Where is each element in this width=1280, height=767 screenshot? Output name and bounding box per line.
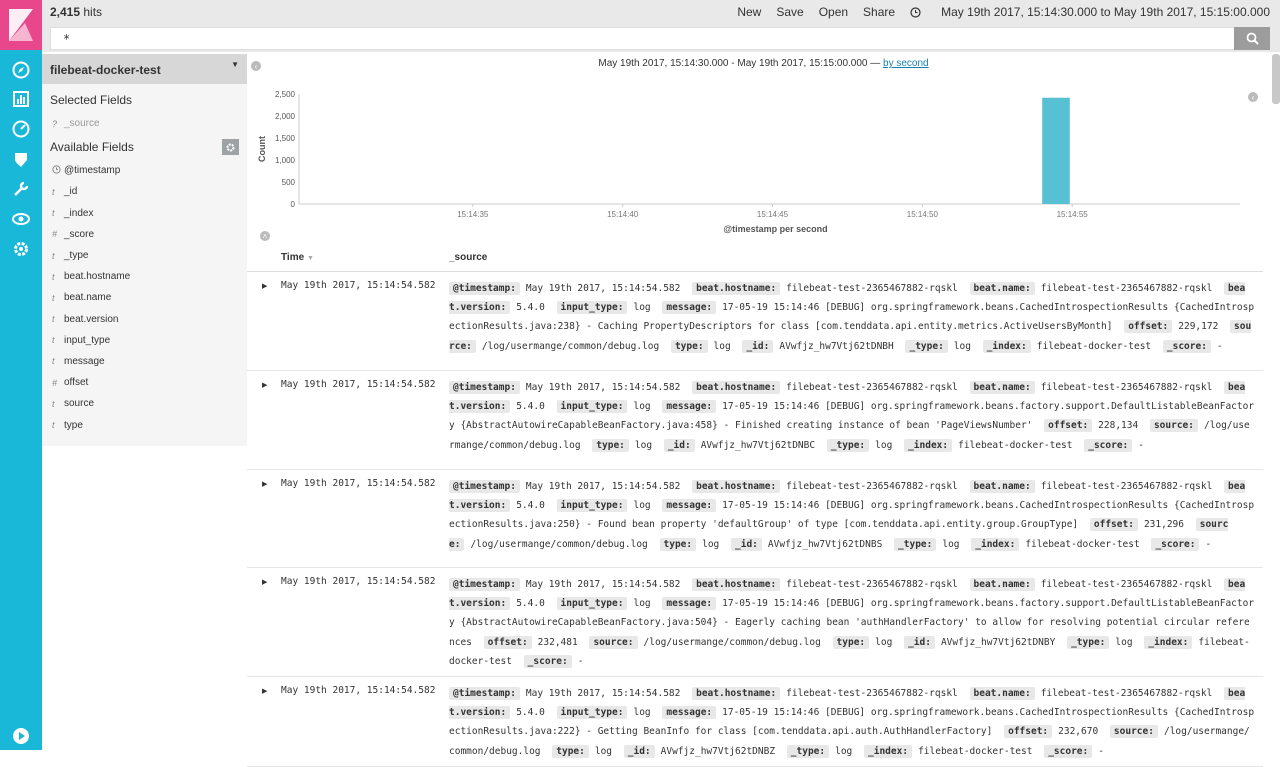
field-value: - — [1138, 439, 1145, 451]
field-value: 17-05-19 15:14:46 [DEBUG] org.springframework.beans.CachedIntrospectionResults {CachedIntrospectionResults.java:238} - Caching PropertyDescriptors for class [com.tenddata.api.entity.metrics.ActiveUsersByMonth] — [449, 302, 1255, 333]
field-value: filebeat-test-2365467882-rqskl — [1040, 283, 1213, 294]
field-key: _id: — [742, 340, 773, 353]
new-button[interactable]: New — [737, 5, 762, 19]
available-fields-list — [42, 160, 247, 435]
field-value: 17-05-19 15:14:46 [DEBUG] org.springframework.beans.CachedIntrospectionResults {CachedIntrospectionResults.java:250} - Found bean property 'defaultGroup' of type [com.tenddata.api.entity.group.GroupType] — [449, 500, 1255, 531]
field-value: filebeat-docker-test — [918, 745, 1033, 757]
expand-caret-icon[interactable]: ▶ — [262, 688, 268, 695]
field-name: beat.name — [64, 292, 112, 304]
field-key: input_type: — [557, 499, 628, 512]
field-key: beat.version: — [449, 283, 1246, 314]
row-source — [449, 477, 1255, 554]
field-key: offset: — [1090, 518, 1138, 531]
x-tick-label: 15:14:45 — [756, 210, 789, 219]
field-key: offset: — [1004, 725, 1052, 738]
field-value: /log/usermange/common/debug.log — [470, 538, 648, 550]
row-source — [449, 684, 1255, 761]
field-key: _score: — [1151, 538, 1199, 551]
kibana-logo[interactable] — [0, 0, 42, 50]
field-value: log — [713, 340, 731, 352]
field-type-icon: t — [52, 314, 55, 325]
histogram-chart — [247, 54, 1280, 244]
field-value: filebeat-docker-test — [449, 636, 1250, 667]
top-menu — [722, 5, 1270, 19]
timelion-shield-icon[interactable] — [11, 149, 31, 169]
field-value: /log/usermange/common/debug.log — [449, 420, 1250, 451]
field-key: type: — [833, 636, 870, 649]
table-row[interactable] — [247, 470, 1263, 568]
table-row[interactable] — [247, 371, 1263, 470]
field-value: filebeat-test-2365467882-rqskl — [1040, 688, 1213, 699]
save-button[interactable]: Save — [776, 5, 804, 19]
field-value: filebeat-test-2365467882-rqskl — [786, 283, 958, 294]
field-item[interactable] — [42, 309, 247, 330]
field-key: source: — [589, 636, 637, 649]
y-tick-label: 0 — [290, 200, 295, 209]
field-key: message: — [662, 400, 716, 413]
field-value: 5.4.0 — [516, 500, 545, 512]
field-value: log — [942, 538, 960, 550]
field-key: type: — [660, 538, 697, 551]
field-value: filebeat-test-2365467882-rqskl — [1040, 382, 1213, 393]
time-column-header[interactable]: Time ▼ — [281, 252, 314, 263]
field-item[interactable] — [42, 160, 247, 181]
field-item[interactable] — [42, 330, 247, 351]
field-value: filebeat-docker-test — [1025, 538, 1140, 550]
field-value: log — [835, 745, 853, 757]
field-item[interactable] — [42, 351, 247, 372]
field-key: input_type: — [557, 400, 628, 413]
share-button[interactable]: Share — [863, 5, 896, 19]
field-key: _index: — [904, 439, 952, 452]
row-source — [449, 575, 1255, 671]
app-nav — [0, 0, 42, 750]
time-picker[interactable] — [910, 5, 1270, 19]
row-source — [449, 279, 1255, 356]
field-value: May 19th 2017, 15:14:54.582 — [525, 283, 681, 294]
field-type-icon: t — [52, 292, 55, 303]
histogram-svg — [247, 54, 1247, 239]
x-tick-label: 15:14:55 — [1056, 210, 1088, 219]
field-value: /log/usermange/common/debug.log — [449, 726, 1250, 757]
field-key: beat.hostname: — [692, 687, 780, 700]
expand-caret-icon[interactable]: ▶ — [262, 579, 268, 586]
row-time: May 19th 2017, 15:14:54.582 — [281, 576, 436, 587]
field-value: AVwfjz_hw7Vtj62tDNBS — [767, 538, 883, 550]
field-key: beat.name: — [970, 282, 1035, 295]
field-value: filebeat-test-2365467882-rqskl — [786, 382, 958, 393]
field-name: _id — [64, 186, 78, 198]
toggle-chart-icon[interactable]: ‹ — [1248, 92, 1258, 102]
field-value: log — [1115, 636, 1133, 648]
field-value: 17-05-19 15:14:46 [DEBUG] org.springframework.beans.factory.support.DefaultListableBeanFactory {AbstractAutowireCapableBeanFactory.java:504} - Eagerly caching bean 'authHandlerFactory' to allow for resolving potential circular references — [449, 598, 1255, 648]
field-value: log — [702, 538, 720, 550]
field-key: input_type: — [557, 597, 628, 610]
field-name: _source — [64, 118, 100, 130]
field-name: offset — [64, 377, 89, 389]
open-button[interactable]: Open — [818, 5, 849, 19]
field-key: beat.name: — [970, 578, 1035, 591]
y-tick-label: 2,000 — [274, 112, 295, 121]
search-input[interactable]: * — [50, 27, 1235, 50]
field-key: source: — [449, 519, 1229, 550]
field-key: _type: — [905, 340, 947, 353]
field-key: _type: — [1067, 636, 1109, 649]
field-type-icon: # — [52, 377, 58, 388]
field-value: log — [633, 302, 651, 314]
field-value: - — [577, 655, 584, 667]
y-tick-label: 2,500 — [274, 90, 295, 99]
field-value: filebeat-test-2365467882-rqskl — [786, 688, 958, 699]
field-value: 232,670 — [1058, 726, 1099, 738]
available-fields-label: Available Fields — [50, 140, 134, 155]
field-value: log — [633, 598, 651, 610]
field-key: source: — [1150, 419, 1198, 432]
field-type-icon: # — [52, 229, 58, 240]
row-time: May 19th 2017, 15:14:54.582 — [281, 280, 436, 291]
field-key: _score: — [524, 655, 572, 668]
expand-caret-icon[interactable]: ▶ — [262, 481, 268, 488]
field-value: May 19th 2017, 15:14:54.582 — [525, 688, 681, 699]
table-row[interactable] — [247, 568, 1263, 677]
field-key: _type: — [827, 439, 869, 452]
field-item[interactable] — [42, 414, 247, 435]
field-key: _score: — [1084, 439, 1132, 452]
field-key: _index: — [971, 538, 1019, 551]
field-name: _index — [64, 207, 94, 219]
field-key: type: — [552, 745, 589, 758]
field-key: _index: — [1144, 636, 1192, 649]
field-name: beat.hostname — [64, 271, 131, 283]
field-value: AVwfjz_hw7Vtj62tDNBH — [779, 340, 894, 352]
field-item[interactable] — [42, 393, 247, 414]
field-value: - — [1098, 745, 1104, 757]
field-key: beat.name: — [970, 381, 1035, 394]
table-row[interactable] — [247, 272, 1263, 371]
field-value: 232,481 — [537, 636, 578, 648]
field-name: _type — [64, 250, 89, 262]
field-key: beat.hostname: — [692, 480, 780, 493]
field-key: @timestamp: — [449, 282, 520, 295]
field-name: @timestamp — [64, 165, 121, 177]
collapse-sidebar-icon[interactable]: ‹ — [251, 61, 261, 71]
field-name: beat.version — [64, 313, 119, 325]
field-key: offset: — [484, 636, 532, 649]
field-key: beat.version: — [449, 481, 1246, 512]
field-value: log — [633, 707, 651, 719]
field-value: log — [633, 401, 651, 413]
field-value: /log/usermange/common/debug.log — [643, 636, 821, 648]
field-key: input_type: — [557, 706, 628, 719]
field-type-icon: t — [52, 356, 55, 367]
top-bar — [42, 0, 1280, 52]
field-type-icon: t — [52, 186, 55, 197]
field-item[interactable] — [42, 224, 247, 245]
table-row[interactable] — [247, 677, 1263, 767]
field-value: log — [633, 500, 651, 512]
field-value: 5.4.0 — [516, 302, 545, 314]
y-axis-label: Count — [257, 136, 267, 162]
field-value: 228,134 — [1098, 420, 1139, 432]
management-gear-icon[interactable] — [11, 239, 31, 259]
field-key: beat.hostname: — [692, 381, 780, 394]
field-value: AVwfjz_hw7Vtj62tDNBC — [700, 439, 816, 451]
field-key: type: — [671, 340, 708, 353]
field-key: beat.name: — [970, 687, 1035, 700]
field-name: _score — [64, 228, 95, 240]
search-button[interactable] — [1234, 27, 1270, 50]
search-icon — [1246, 32, 1259, 45]
scrollbar[interactable] — [1272, 54, 1280, 104]
field-key: input_type: — [557, 301, 628, 314]
field-value: 17-05-19 15:14:46 [DEBUG] org.springframework.beans.CachedIntrospectionResults {CachedIntrospectionResults.java:222} - Getting BeanInfo for class [com.tenddata.api.auth.AuthHandlerFactory] — [449, 707, 1255, 738]
interval-link[interactable]: by second — [883, 58, 929, 69]
field-value: log — [875, 439, 893, 451]
dashboard-gauge-icon[interactable] — [11, 119, 31, 139]
field-key: message: — [662, 499, 716, 512]
row-source — [449, 378, 1255, 455]
field-key: _id: — [731, 538, 762, 551]
field-value: 231,296 — [1143, 519, 1184, 531]
expand-caret-icon[interactable]: ▶ — [262, 283, 268, 290]
hit-count: 2,415 hits — [50, 5, 103, 19]
collapse-play-icon[interactable] — [11, 726, 31, 746]
field-value: filebeat-test-2365467882-rqskl — [1040, 579, 1213, 590]
visualize-chart-icon[interactable] — [11, 89, 31, 109]
field-value: May 19th 2017, 15:14:54.582 — [525, 579, 681, 590]
field-value: filebeat-test-2365467882-rqskl — [786, 481, 958, 492]
document-table — [247, 244, 1263, 757]
field-key: _id: — [664, 439, 695, 452]
index-pattern-selector[interactable] — [42, 54, 247, 84]
field-key: _index: — [983, 340, 1031, 353]
field-key: message: — [662, 706, 716, 719]
field-type-icon: t — [52, 420, 55, 431]
field-value: /log/usermange/common/debug.log — [481, 340, 660, 352]
field-type-icon: t — [52, 398, 55, 409]
field-key: beat.version: — [449, 382, 1246, 413]
field-key: _id: — [624, 745, 655, 758]
field-item[interactable] — [42, 181, 247, 202]
field-value: filebeat-test-2365467882-rqskl — [1040, 481, 1213, 492]
field-type-icon: t — [52, 335, 55, 346]
field-key: offset: — [1044, 419, 1092, 432]
chart-range-label: May 19th 2017, 15:14:30.000 - May 19th 2017, 15:15:00.000 — — [598, 58, 881, 69]
monitoring-eye-icon[interactable] — [11, 209, 31, 229]
row-time: May 19th 2017, 15:14:54.582 — [281, 379, 436, 390]
field-key: beat.version: — [449, 688, 1246, 719]
field-type-icon: t — [52, 208, 55, 219]
x-tick-label: 15:14:40 — [607, 210, 639, 219]
source-column-header: _source — [449, 252, 488, 263]
field-value: AVwfjz_hw7Vtj62tDNBY — [940, 636, 1056, 648]
y-tick-label: 500 — [281, 178, 295, 187]
sort-down-icon: ▼ — [306, 255, 314, 262]
field-key: source: — [449, 321, 1252, 352]
caret-down-icon: ▼ — [231, 60, 239, 69]
clock-icon — [910, 7, 921, 18]
row-time: May 19th 2017, 15:14:54.582 — [281, 685, 436, 696]
bar — [1042, 98, 1070, 204]
field-value: 5.4.0 — [516, 598, 545, 610]
available-fields-heading — [42, 134, 247, 160]
field-name: source — [64, 398, 95, 410]
x-axis-label: @timestamp per second — [723, 224, 828, 234]
field-name: input_type — [64, 334, 111, 346]
field-value: 5.4.0 — [516, 401, 545, 413]
field-item[interactable] — [42, 203, 247, 224]
field-item[interactable] — [42, 372, 247, 393]
field-key: _type: — [787, 745, 829, 758]
field-name: type — [64, 419, 83, 431]
field-value: May 19th 2017, 15:14:54.582 — [525, 382, 681, 393]
x-tick-label: 15:14:35 — [457, 210, 489, 219]
field-key: beat.version: — [449, 579, 1246, 610]
discover-compass-icon[interactable] — [11, 60, 31, 80]
time-range-label: May 19th 2017, 15:14:30.000 to May 19th 2017, 15:15:00.000 — [941, 5, 1270, 19]
y-tick-label: 1,000 — [274, 156, 295, 165]
field-key: type: — [592, 439, 629, 452]
y-tick-label: 1,500 — [274, 134, 295, 143]
row-time: May 19th 2017, 15:14:54.582 — [281, 478, 436, 489]
field-key: @timestamp: — [449, 687, 520, 700]
field-sidebar — [42, 54, 247, 446]
field-key: @timestamp: — [449, 480, 520, 493]
field-item[interactable] — [42, 245, 247, 266]
index-pattern-name: filebeat-docker-test — [50, 63, 161, 77]
devtools-wrench-icon[interactable] — [11, 179, 31, 199]
field-key: _type: — [894, 538, 936, 551]
field-value: log — [875, 636, 893, 648]
field-value: filebeat-docker-test — [958, 439, 1073, 451]
clock-icon — [52, 165, 64, 176]
field-item[interactable] — [42, 266, 247, 287]
field-key: message: — [662, 597, 716, 610]
field-name: message — [64, 355, 105, 367]
field-key: message: — [662, 301, 716, 314]
x-tick-label: 15:14:50 — [906, 210, 938, 219]
field-value: - — [1205, 538, 1212, 550]
gear-icon[interactable] — [222, 139, 239, 155]
field-key: source: — [1110, 725, 1158, 738]
field-type-icon: t — [52, 250, 55, 261]
field-value: filebeat-docker-test — [1036, 340, 1152, 352]
field-key: beat.hostname: — [692, 578, 780, 591]
field-key: _score: — [1044, 745, 1092, 758]
field-key: _index: — [864, 745, 912, 758]
field-value: May 19th 2017, 15:14:54.582 — [525, 481, 681, 492]
field-type-icon: ? — [52, 118, 58, 129]
field-key: @timestamp: — [449, 381, 520, 394]
field-value: filebeat-test-2365467882-rqskl — [786, 579, 958, 590]
field-value: log — [953, 340, 971, 352]
field-value: 229,172 — [1178, 321, 1219, 333]
expand-caret-icon[interactable]: ▶ — [262, 382, 268, 389]
collapse-chart-icon[interactable]: ˄ — [260, 231, 270, 241]
field-type-icon: t — [52, 271, 55, 282]
field-key: _id: — [904, 636, 935, 649]
field-key: beat.name: — [970, 480, 1035, 493]
field-value: log — [634, 439, 653, 451]
field-value: AVwfjz_hw7Vtj62tDNBZ — [660, 745, 776, 757]
field-value: log — [594, 745, 613, 757]
field-value: 17-05-19 15:14:46 [DEBUG] org.springframework.beans.factory.support.DefaultListableBeanFactory {AbstractAutowireCapableBeanFactory.java:458} - Finished creating instance of bean 'PageViewsNumber' — [449, 401, 1255, 432]
field-key: _score: — [1163, 340, 1211, 353]
field-item[interactable] — [42, 287, 247, 308]
field-item-source[interactable] — [42, 113, 247, 134]
selected-fields-heading: Selected Fields — [50, 93, 133, 107]
field-value: - — [1216, 340, 1223, 352]
field-key: offset: — [1124, 320, 1172, 333]
field-key: @timestamp: — [449, 578, 520, 591]
field-value: 5.4.0 — [516, 707, 545, 719]
table-header — [247, 246, 1263, 272]
field-key: beat.hostname: — [692, 282, 780, 295]
